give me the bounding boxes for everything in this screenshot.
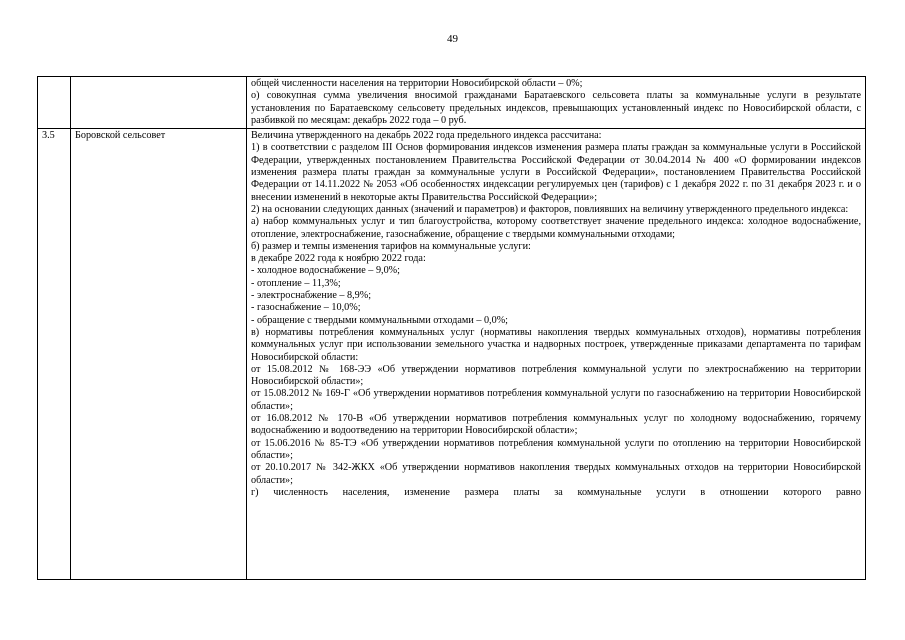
row-content-cell (247, 77, 866, 129)
paragraph: а) набор коммунальных услуг и тип благоустройства, которому соответствует значение предельного индекса: холодное водоснабжение, отопление, электроснабжение, газоснабжение, обращение с твердыми коммунальными отходами; (251, 216, 861, 240)
paragraph: о) совокупная сумма увеличения вносимой гражданами Баратаевского сельсовета платы за коммунальные услуги в результате установления по Баратаевскому сельсовету предельных индексов, превышающих установленный индекс по Новосибирской области, с разбивкой по месяцам: декабрь 2022 года – 0 руб. (251, 90, 861, 126)
paragraph: Величина утвержденного на декабрь 2022 года предельного индекса рассчитана: (251, 130, 602, 142)
page-number: 49 (447, 33, 458, 45)
paragraph: общей численности населения на территории Новосибирской области – 0%; (251, 78, 583, 89)
paragraph: 2) на основании следующих данных (значений и параметров) и факторов, повлиявших на величину утвержденного предельного индекса: (251, 203, 849, 215)
list-item: - обращение с твердыми коммунальными отходами – 0,0%; (251, 314, 509, 326)
paragraph: от 15.06.2016 № 85-ТЭ «Об утверждении нормативов потребления коммунальной услуги по отоплению на территории Новосибирской области»; (251, 437, 861, 461)
paragraph: в декабре 2022 года к ноябрю 2022 года: (251, 253, 426, 265)
paragraph: от 16.08.2012 № 170-В «Об утверждении нормативов потребления коммунальных услуг по холодному водоснабжению, горячему водоснабжению и водоотведению на территории Новосибирской области»; (251, 413, 861, 437)
row-name-cell (71, 77, 247, 129)
row-content-cell (247, 129, 866, 580)
paragraph: от 20.10.2017 № 342-ЖКХ «Об утверждении нормативов накопления твердых коммунальных отходов на территории Новосибирской области»; (251, 462, 861, 486)
table-row (38, 77, 866, 129)
list-item: - газоснабжение – 10,0%; (251, 302, 361, 314)
list-item: - холодное водоснабжение – 9,0%; (251, 265, 400, 277)
paragraph: от 15.08.2012 № 168-ЭЭ «Об утверждении нормативов потребления коммунальной услуги по электроснабжению на территории Новосибирской области»; (251, 363, 861, 388)
list-item: - электроснабжение – 8,9%; (251, 290, 372, 302)
row-number-cell (38, 77, 71, 129)
paragraph: в) нормативы потребления коммунальных услуг (нормативы накопления твердых коммунальных отходов), нормативы потребления коммунальных услуг при использовании земельного участка и надворных построек, утвержденные приказами департамента по тарифам Новосибирской области: (251, 326, 861, 363)
row-number-cell: 3.5 (38, 129, 71, 580)
row-name-cell: Боровской сельсовет (71, 129, 247, 580)
paragraph: 1) в соответствии с разделом III Основ формирования индексов изменения размера платы граждан за коммунальные услуги в Российской Федерации, утвержденных постановлением Правительства Российской Федерации от 30.04.2014 № 400 «О формировании индексов изменения размера платы граждан за коммунальные услуги в Российской Федерации», постановлением Правительства Российской Федерации от 14.11.2022 № 2053 «Об особенностях индексации регулируемых цен (тарифов) с 1 декабря 2022 г. по 31 декабря 2023 г. и о внесении изменений в некоторые акты Правительства Российской Федерации»; (251, 142, 861, 203)
paragraph: г) численность населения, изменение размера платы за коммунальные услуги в отношении которого равно (251, 486, 861, 498)
paragraph: от 15.08.2012 № 169-Г «Об утверждении нормативов потребления коммунальной услуги по газоснабжению на территории Новосибирской области»; (251, 388, 861, 412)
paragraph: б) размер и темпы изменения тарифов на коммунальные услуги: (251, 240, 531, 252)
list-item: - отопление – 11,3%; (251, 277, 341, 289)
table-row (38, 129, 866, 580)
document-table (37, 76, 866, 580)
